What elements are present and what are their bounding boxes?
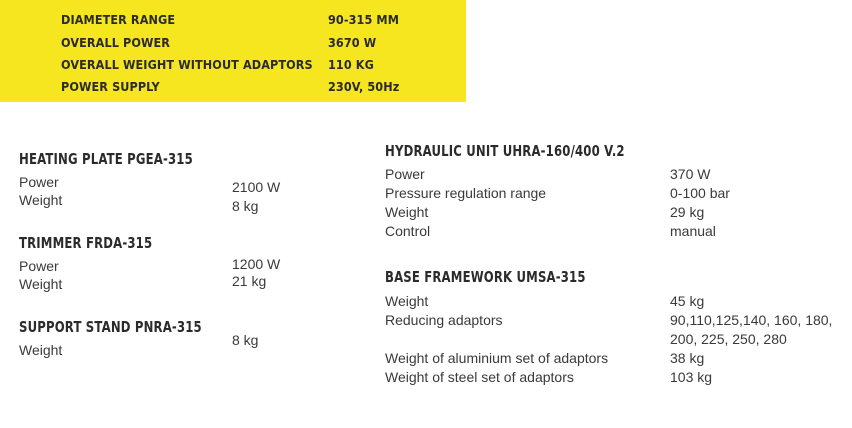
hydraulic-pressure-value: 0-100 bar: [670, 185, 730, 201]
summary-banner: [0, 0, 466, 102]
banner-value-supply: 230V, 50Hz: [328, 79, 400, 94]
base-aluminium-label: Weight of aluminium set of adaptors: [385, 350, 609, 366]
heating-plate-title: HEATING PLATE PGEA-315: [19, 150, 193, 168]
hydraulic-pressure-label: Pressure regulation range: [385, 185, 547, 201]
banner-label-power: OVERALL POWER: [61, 35, 171, 50]
hydraulic-control-label: Control: [385, 223, 431, 239]
hydraulic-power-value: 370 W: [670, 166, 711, 182]
trimmer-title: TRIMMER FRDA-315: [19, 234, 153, 252]
base-adaptors-value-line1: 90,110,125,140, 160, 180,: [670, 312, 833, 328]
heating-plate-power-value: 2100 W: [232, 179, 281, 195]
base-steel-label: Weight of steel set of adaptors: [385, 369, 574, 385]
base-aluminium-value: 38 kg: [670, 350, 705, 366]
hydraulic-weight-label: Weight: [385, 204, 429, 220]
base-weight-label: Weight: [385, 293, 429, 309]
hydraulic-weight-value: 29 kg: [670, 204, 705, 220]
hydraulic-control-value: manual: [670, 223, 716, 239]
support-stand-weight-value: 8 kg: [232, 332, 259, 348]
base-framework-title: BASE FRAMEWORK UMSA-315: [385, 268, 586, 286]
support-stand-weight-label: Weight: [19, 342, 63, 358]
hydraulic-unit-title: HYDRAULIC UNIT UHRA-160/400 V.2: [385, 142, 625, 160]
trimmer-weight-label: Weight: [19, 276, 63, 292]
trimmer-weight-value: 21 kg: [232, 273, 267, 289]
heating-plate-power-label: Power: [19, 174, 59, 190]
base-adaptors-value-line2: 200, 225, 250, 280: [670, 331, 787, 347]
heating-plate-weight-value: 8 kg: [232, 198, 259, 214]
base-adaptors-label: Reducing adaptors: [385, 312, 503, 328]
banner-label-diameter: DIAMETER RANGE: [61, 12, 176, 27]
base-weight-value: 45 kg: [670, 293, 705, 309]
banner-value-diameter: 90-315 MM: [328, 12, 399, 27]
trimmer-power-label: Power: [19, 258, 59, 274]
trimmer-power-value: 1200 W: [232, 256, 281, 272]
heating-plate-weight-label: Weight: [19, 192, 63, 208]
banner-label-weight: OVERALL WEIGHT WITHOUT ADAPTORS: [61, 57, 313, 72]
banner-value-power: 3670 W: [328, 35, 377, 50]
banner-label-supply: POWER SUPPLY: [61, 79, 160, 94]
support-stand-title: SUPPORT STAND PNRA-315: [19, 318, 202, 336]
base-steel-value: 103 kg: [670, 369, 713, 385]
banner-value-weight: 110 KG: [328, 57, 374, 72]
hydraulic-power-label: Power: [385, 166, 425, 182]
